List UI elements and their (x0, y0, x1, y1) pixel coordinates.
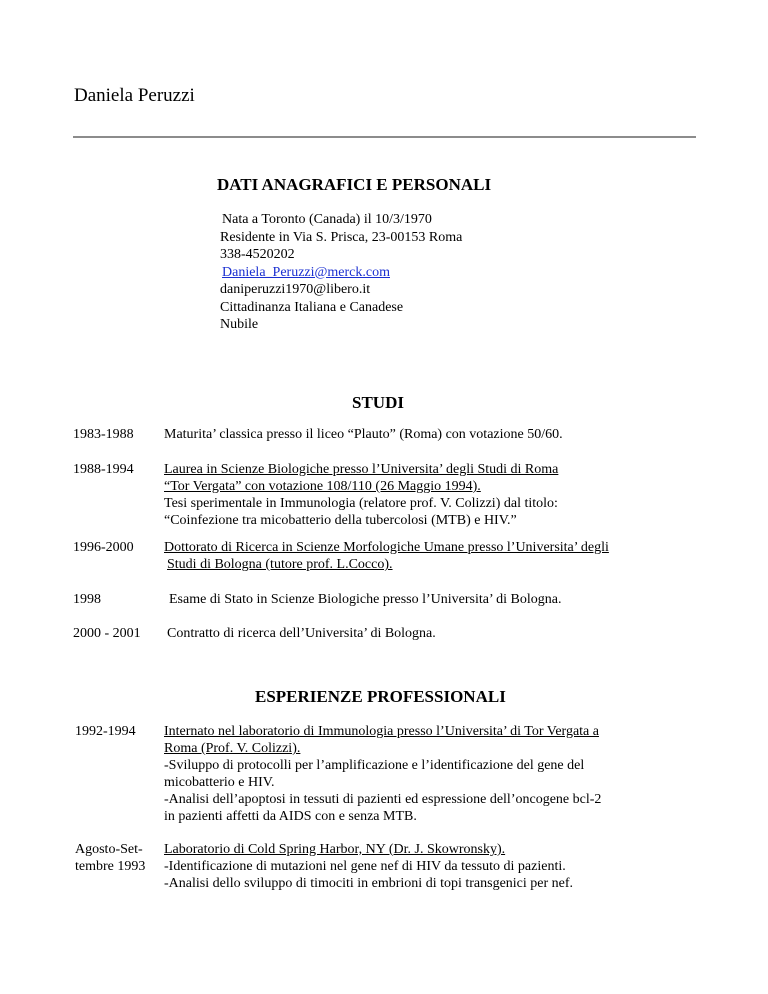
section-heading-studi: STUDI (352, 393, 404, 412)
experience-line: -Sviluppo di protocolli per l’amplificazione e l’identificazione del gene del (164, 758, 585, 773)
study-description (164, 461, 558, 529)
study-line: Tesi sperimentale in Immunologia (relatore prof. V. Colizzi) dal titolo: (164, 496, 558, 511)
study-line: Esame di Stato in Scienze Biologiche presso l’Universita’ di Bologna. (169, 592, 562, 607)
experience-line: micobatterio e HIV. (164, 775, 275, 790)
study-line: “Tor Vergata” con votazione 108/110 (26 Maggio 1994). (164, 479, 481, 494)
study-date: 1988-1994 (73, 462, 134, 477)
study-line: Laurea in Scienze Biologiche presso l’Universita’ degli Studi di Roma (164, 462, 559, 477)
study-line: Studi di Bologna (tutore prof. L.Cocco). (167, 557, 393, 572)
marital-status: Nubile (220, 317, 259, 332)
study-description (167, 625, 436, 642)
study-date: 1998 (73, 592, 101, 607)
header-divider (73, 136, 696, 138)
experience-date-line: tembre 1993 (75, 859, 146, 874)
personal-details (220, 211, 462, 334)
experience-line: Internato nel laboratorio di Immunologia presso l’Universita’ di Tor Vergata a (164, 724, 599, 739)
experience-date-line: Agosto-Set- (75, 842, 143, 857)
study-description (169, 591, 561, 608)
citizenship: Cittadinanza Italiana e Canadese (220, 299, 404, 315)
address: Residente in Via S. Prisca, 23-00153 Roma (220, 229, 463, 245)
experience-description (164, 723, 601, 825)
study-line: Maturita’ classica presso il liceo “Plauto” (Roma) con votazione 50/60. (164, 427, 563, 442)
study-line: Contratto di ricerca dell’Universita’ di Bologna. (167, 626, 436, 641)
experience-line: in pazienti affetti da AIDS con e senza MTB. (164, 809, 417, 824)
experience-description (164, 841, 573, 892)
experience-date: 1992-1994 (75, 724, 136, 739)
study-date: 1983-1988 (73, 427, 134, 442)
experience-line: -Analisi dell’apoptosi in tessuti di pazienti ed espressione dell’oncogene bcl-2 (164, 792, 602, 807)
study-description (164, 539, 609, 573)
birth-info: Nata a Toronto (Canada) il 10/3/1970 (222, 212, 432, 227)
study-line: “Coinfezione tra micobatterio della tubercolosi (MTB) e HIV.” (164, 513, 517, 528)
experience-date (75, 841, 145, 875)
phone-number: 338-4520202 (220, 247, 295, 262)
study-line: Dottorato di Ricerca in Scienze Morfologiche Umane presso l’Universita’ degli (164, 540, 609, 555)
study-description (164, 426, 563, 443)
work-email-link[interactable]: Daniela_Peruzzi@merck.com (222, 264, 390, 280)
section-heading-esperienze: ESPERIENZE PROFESSIONALI (255, 687, 506, 706)
experience-line: Laboratorio di Cold Spring Harbor, NY (Dr. J. Skowronsky). (164, 842, 506, 857)
study-date: 2000 - 2001 (73, 626, 141, 641)
section-heading-personal: DATI ANAGRAFICI E PERSONALI (217, 175, 492, 194)
study-date: 1996-2000 (73, 540, 134, 555)
experience-line: -Identificazione di mutazioni nel gene nef di HIV da tessuto di pazienti. (164, 859, 566, 874)
experience-line: -Analisi dello sviluppo di timociti in embrioni di topi transgenici per nef. (164, 876, 574, 891)
candidate-name: Daniela Peruzzi (74, 85, 195, 106)
experience-line: Roma (Prof. V. Colizzi). (164, 741, 301, 756)
personal-email: daniperuzzi1970@libero.it (220, 282, 371, 297)
